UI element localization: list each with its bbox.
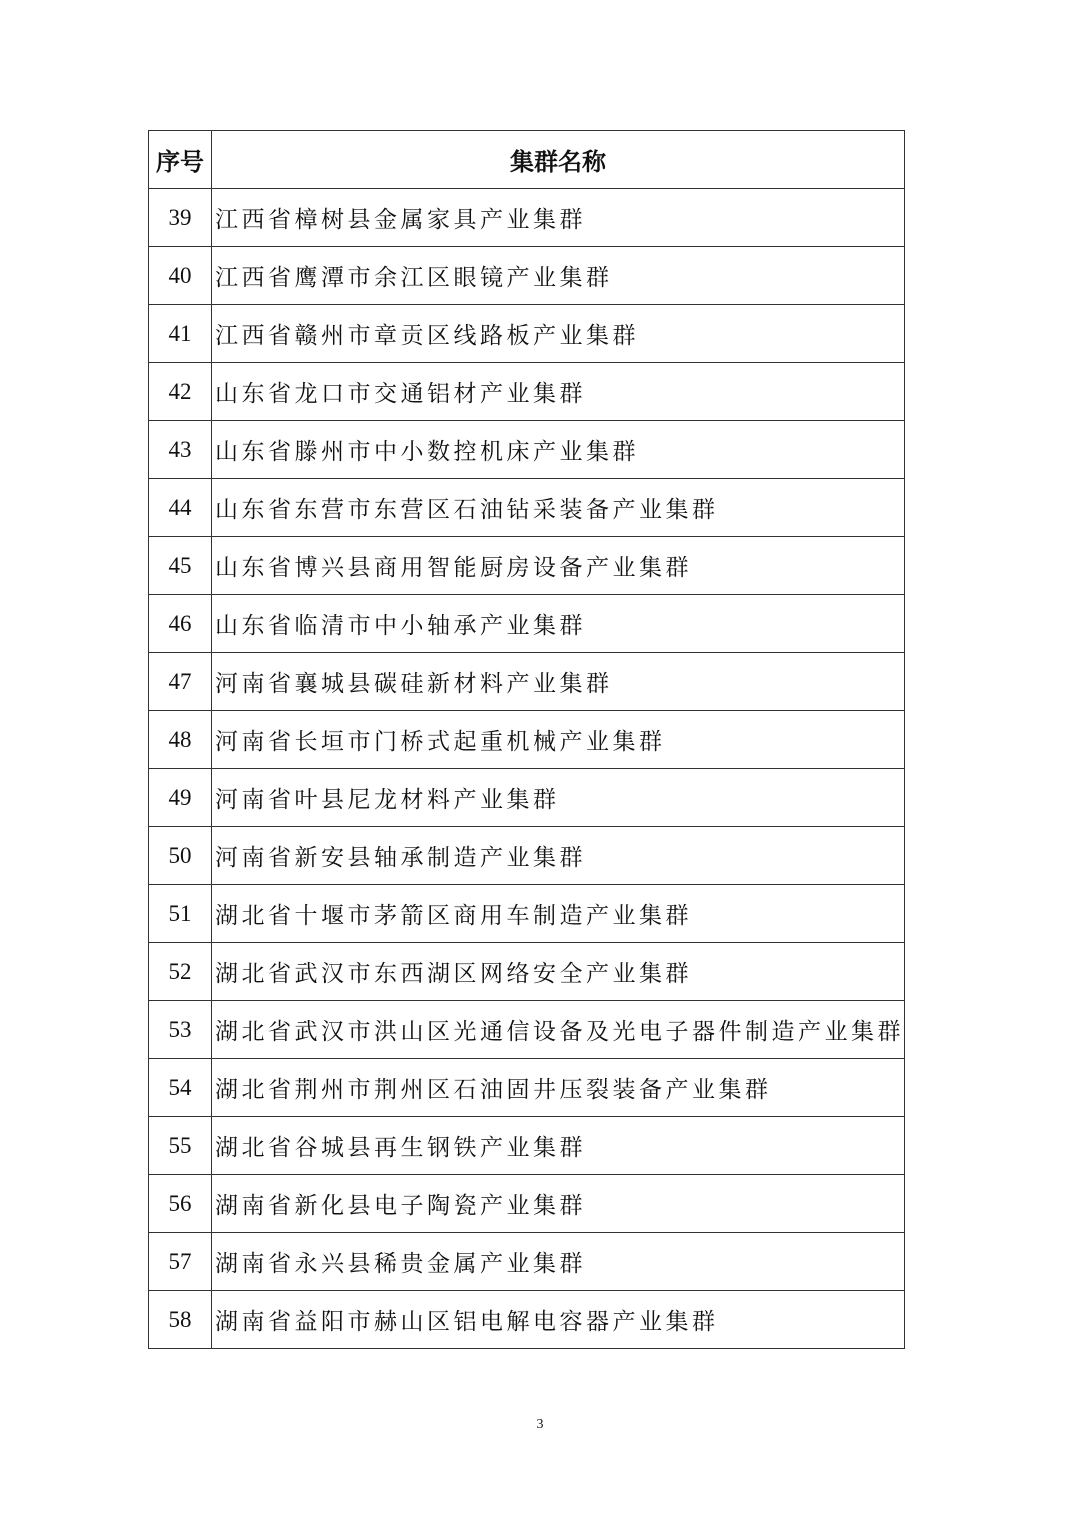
row-number: 43 [149,421,212,479]
row-number: 54 [149,1059,212,1117]
row-number: 44 [149,479,212,537]
row-number: 45 [149,537,212,595]
row-number: 46 [149,595,212,653]
cluster-name: 江西省樟树县金属家具产业集群 [212,189,905,247]
table-row [149,595,905,653]
table-body [149,189,905,1349]
cluster-name: 湖南省新化县电子陶瓷产业集群 [212,1175,905,1233]
header-name: 集群名称 [212,131,905,189]
cluster-name: 河南省长垣市门桥式起重机械产业集群 [212,711,905,769]
cluster-name: 湖北省武汉市东西湖区网络安全产业集群 [212,943,905,1001]
table-row [149,1059,905,1117]
row-number: 52 [149,943,212,1001]
row-number: 57 [149,1233,212,1291]
table-row [149,885,905,943]
row-number: 49 [149,769,212,827]
row-number: 56 [149,1175,212,1233]
table-row [149,189,905,247]
cluster-name: 江西省赣州市章贡区线路板产业集群 [212,305,905,363]
table-row [149,1291,905,1349]
table-header-row [149,131,905,189]
cluster-name: 江西省鹰潭市余江区眼镜产业集群 [212,247,905,305]
cluster-name: 河南省新安县轴承制造产业集群 [212,827,905,885]
table-row [149,711,905,769]
table-row [149,769,905,827]
table-row [149,653,905,711]
cluster-name: 湖北省十堰市茅箭区商用车制造产业集群 [212,885,905,943]
cluster-name: 山东省龙口市交通铝材产业集群 [212,363,905,421]
table-row [149,247,905,305]
row-number: 55 [149,1117,212,1175]
page-number: 3 [536,1417,544,1432]
cluster-name: 河南省叶县尼龙材料产业集群 [212,769,905,827]
cluster-name: 山东省滕州市中小数控机床产业集群 [212,421,905,479]
row-number: 42 [149,363,212,421]
cluster-table [148,130,905,1349]
cluster-name: 湖北省荆州市荆州区石油固井压裂装备产业集群 [212,1059,905,1117]
cluster-name: 山东省东营市东营区石油钻采装备产业集群 [212,479,905,537]
cluster-name: 湖北省武汉市洪山区光通信设备及光电子器件制造产业集群 [212,1001,905,1059]
row-number: 40 [149,247,212,305]
table-row [149,943,905,1001]
row-number: 50 [149,827,212,885]
row-number: 47 [149,653,212,711]
cluster-name: 山东省临清市中小轴承产业集群 [212,595,905,653]
row-number: 58 [149,1291,212,1349]
cluster-name: 湖南省永兴县稀贵金属产业集群 [212,1233,905,1291]
table-row [149,537,905,595]
row-number: 51 [149,885,212,943]
row-number: 48 [149,711,212,769]
row-number: 53 [149,1001,212,1059]
table-row [149,1233,905,1291]
cluster-name: 河南省襄城县碳硅新材料产业集群 [212,653,905,711]
table-row [149,421,905,479]
cluster-name: 湖北省谷城县再生钢铁产业集群 [212,1117,905,1175]
table-row [149,1175,905,1233]
row-number: 39 [149,189,212,247]
table-row [149,1001,905,1059]
header-number: 序号 [149,131,212,189]
cluster-name: 山东省博兴县商用智能厨房设备产业集群 [212,537,905,595]
cluster-name: 湖南省益阳市赫山区铝电解电容器产业集群 [212,1291,905,1349]
table-row [149,827,905,885]
table-row [149,305,905,363]
table-row [149,363,905,421]
table-row [149,479,905,537]
row-number: 41 [149,305,212,363]
table-row [149,1117,905,1175]
